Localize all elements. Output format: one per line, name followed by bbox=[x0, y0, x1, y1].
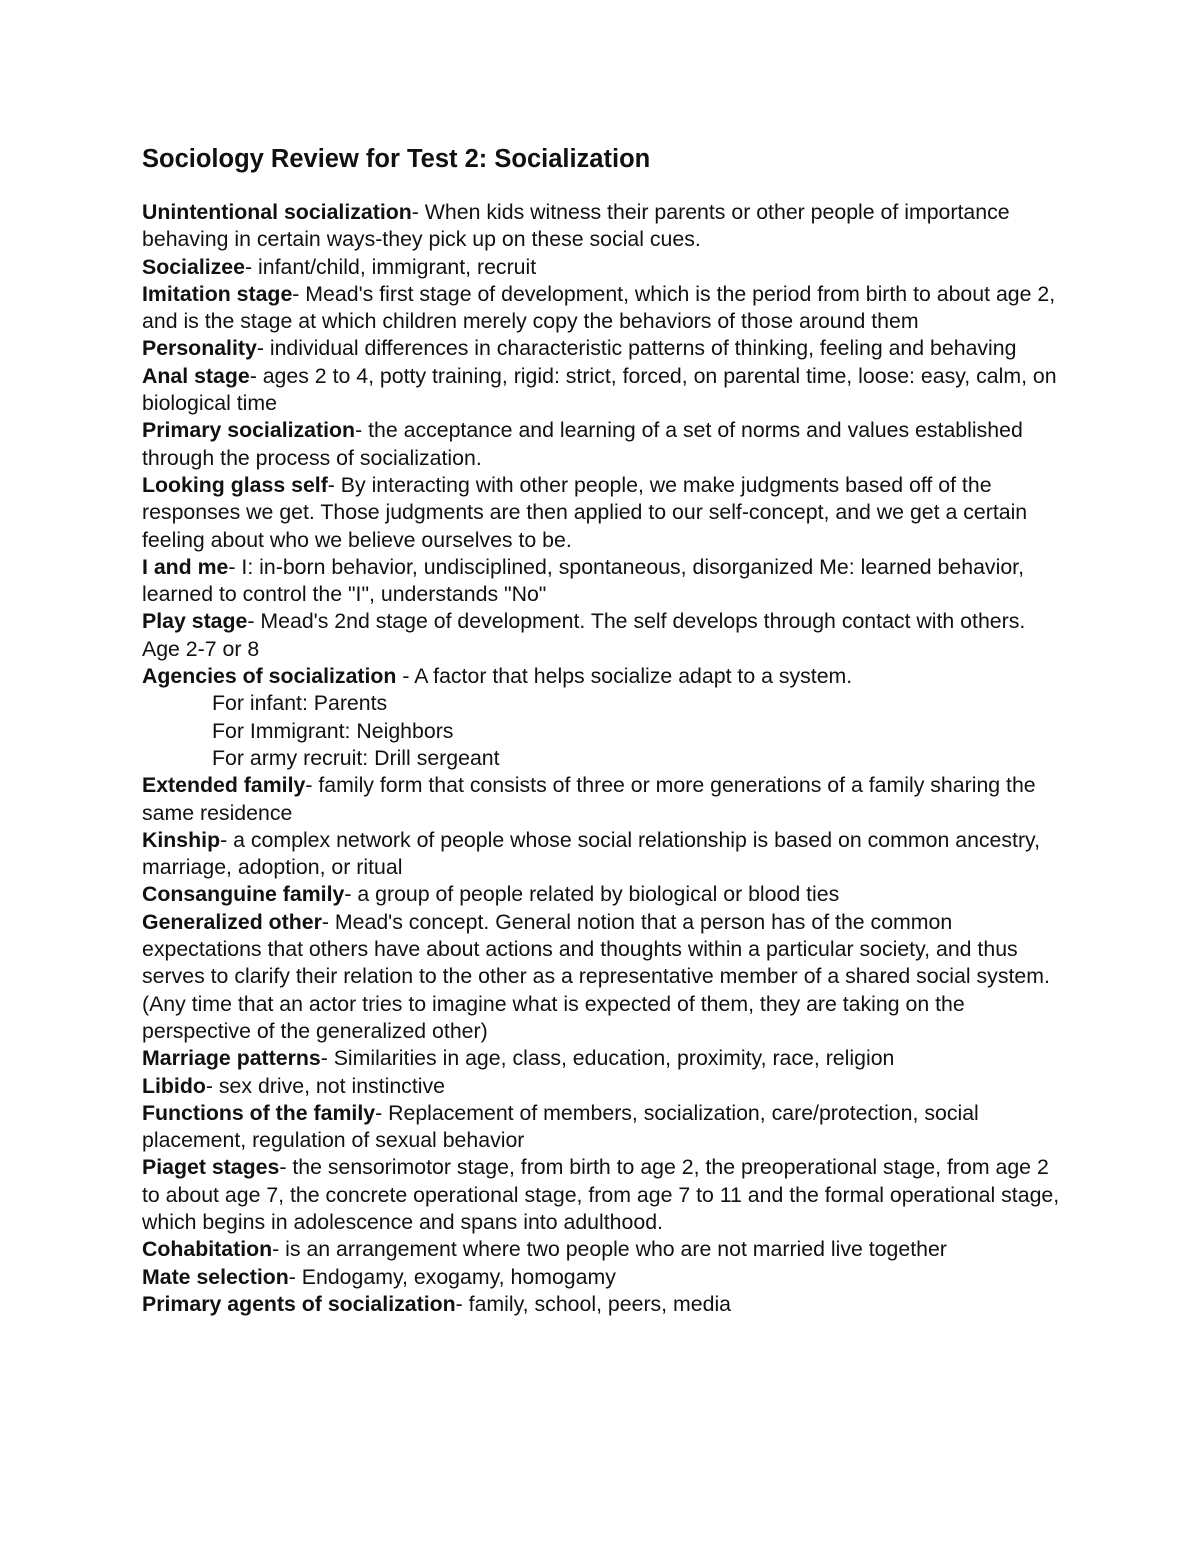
entry-primary-socialization bbox=[142, 417, 1067, 472]
term: Unintentional socialization bbox=[142, 200, 412, 224]
term: Extended family bbox=[142, 773, 306, 798]
term: Anal stage bbox=[142, 363, 250, 388]
definition: - the sensorimotor stage, from birth to age 2, the preoperational stage, from age 2 to about age 7, the concrete operational stage, from age 7 to 11 and the formal operational stage, which begins in adolescence and spans into adulthood. bbox=[142, 1155, 1060, 1234]
entry-i-and-me bbox=[142, 554, 1067, 609]
definition: - family form that consists of three or more generations of a family sharing the same residence bbox=[142, 773, 1036, 825]
definition: - infant/child, immigrant, recruit bbox=[245, 254, 537, 279]
entry-primary-agents-of-socialization bbox=[142, 1291, 1067, 1318]
term: Generalized other bbox=[142, 909, 322, 934]
definition: - Mead's concept. General notion that a person has of the common expectations that others have about actions and thoughts within a particular society, and thus serves to clarify their relation to the other as a representative member of a shared social system. (Any time that an actor tries to imagine what is expected of them, they are taking on the perspective of the generalized other) bbox=[142, 909, 1050, 1043]
entry-libido bbox=[142, 1073, 1067, 1100]
entry-personality bbox=[142, 335, 1067, 362]
entry-cohabitation bbox=[142, 1236, 1067, 1263]
entry-extended-family bbox=[142, 772, 1067, 827]
definition: - By interacting with other people, we make judgments based off of the responses we get. Those judgments are then applied to our self-concept, and we get a certain feeling about who we believe ourselves to be. bbox=[142, 472, 1028, 552]
term: Agencies of socialization bbox=[142, 664, 397, 689]
term: Socializee bbox=[142, 254, 245, 279]
definition: - Similarities in age, class, education, proximity, race, religion bbox=[320, 1046, 895, 1071]
term: Consanguine family bbox=[142, 882, 345, 907]
term: Personality bbox=[142, 336, 257, 361]
term: Primary agents of socialization bbox=[142, 1291, 456, 1316]
definition: - Mead's first stage of development, which is the period from birth to about age 2, and is the stage at which children merely copy the behaviors of those around them bbox=[142, 281, 1056, 334]
term: Mate selection bbox=[142, 1264, 289, 1289]
term: Marriage patterns bbox=[142, 1046, 321, 1071]
review-entries bbox=[142, 199, 1067, 1318]
definition: - Endogamy, exogamy, homogamy bbox=[288, 1264, 616, 1289]
term: Looking glass self bbox=[142, 472, 328, 497]
definition: - a group of people related by biological or blood ties bbox=[344, 882, 840, 907]
term: Cohabitation bbox=[142, 1237, 273, 1262]
entry-piaget-stages bbox=[142, 1154, 1067, 1236]
definition: - I: in-born behavior, undisciplined, spontaneous, disorganized Me: learned behavior, learned to control the "I", understands "No" bbox=[142, 554, 1024, 607]
term: Primary socialization bbox=[142, 418, 356, 443]
definition: - A factor that helps socialize adapt to a system. bbox=[396, 664, 853, 689]
term: I and me bbox=[142, 554, 229, 579]
entry-looking-glass-self bbox=[142, 472, 1067, 554]
entry-kinship bbox=[142, 827, 1067, 882]
definition: - is an arrangement where two people who are not married live together bbox=[272, 1237, 947, 1262]
entry-agencies-of-socialization bbox=[142, 663, 1067, 690]
entry-mate-selection bbox=[142, 1264, 1067, 1291]
agency-example-infant: For infant: Parents bbox=[212, 691, 388, 716]
term: Play stage bbox=[142, 609, 248, 634]
term: Functions of the family bbox=[142, 1100, 376, 1125]
agency-example-army-recruit: For army recruit: Drill sergeant bbox=[212, 745, 500, 770]
entry-socializee bbox=[142, 254, 1067, 281]
entry-unintentional-socialization bbox=[142, 199, 1067, 254]
agency-example-immigrant: For Immigrant: Neighbors bbox=[212, 718, 454, 743]
term: Libido bbox=[142, 1073, 206, 1098]
definition: - ages 2 to 4, potty training, rigid: strict, forced, on parental time, loose: easy, calm, on biological time bbox=[142, 363, 1057, 416]
entry-anal-stage bbox=[142, 363, 1067, 418]
entry-functions-of-the-family bbox=[142, 1100, 1067, 1155]
definition: - When kids witness their parents or other people of importance behaving in certain ways-they pick up on these social cues. bbox=[142, 200, 1010, 252]
definition: - individual differences in characteristic patterns of thinking, feeling and behaving bbox=[256, 336, 1017, 361]
entry-marriage-patterns bbox=[142, 1045, 1067, 1072]
definition: - Mead's 2nd stage of development. The self develops through contact with others. Age 2-7 or 8 bbox=[142, 609, 1026, 661]
entry-imitation-stage bbox=[142, 281, 1067, 336]
term: Piaget stages bbox=[142, 1155, 280, 1180]
term: Imitation stage bbox=[142, 281, 293, 306]
definition: - Replacement of members, socialization, care/protection, social placement, regulation of sexual behavior bbox=[142, 1100, 979, 1153]
entry-consanguine-family bbox=[142, 881, 1067, 908]
entry-generalized-other bbox=[142, 909, 1067, 1045]
definition: - a complex network of people whose social relationship is based on common ancestry, marriage, adoption, or ritual bbox=[142, 827, 1041, 880]
definition: - family, school, peers, media bbox=[455, 1291, 732, 1316]
definition: - the acceptance and learning of a set of norms and values established through the process of socialization. bbox=[142, 418, 1023, 470]
definition: - sex drive, not instinctive bbox=[205, 1073, 445, 1098]
term: Kinship bbox=[142, 827, 221, 852]
entry-play-stage bbox=[142, 608, 1067, 663]
page-title: Sociology Review for Test 2: Socialization bbox=[142, 145, 651, 173]
